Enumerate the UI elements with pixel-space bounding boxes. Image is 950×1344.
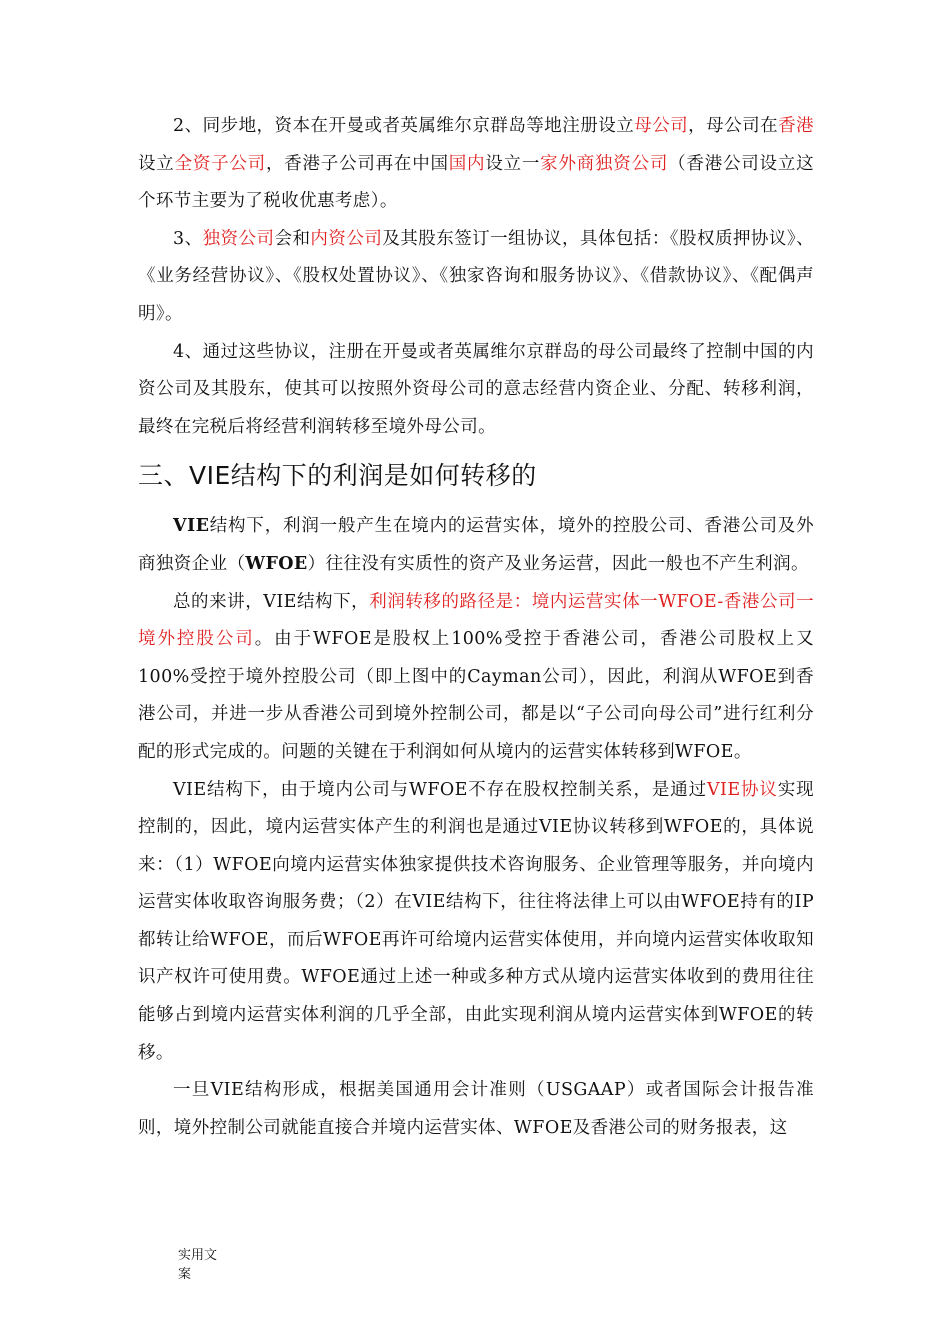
paragraph-vie-profit [138, 508, 814, 583]
text-run: 3、 [173, 228, 203, 249]
text-run: WFOE [245, 553, 308, 574]
text-run: 实现控制的，因此，境内运营实体产生的利润也是通过VIE协议转移到WFOE的，具体说来：（1）WFOE向境内运营实体独家提供技术咨询服务、企业管理等服务，并向境内运营实体收取咨询服务费；（2）在VIE结构下，往往将法律上可以由WFOE持有的IP都转让给WFOE，而后WFOE再许可给境内运营实体使用，并向境内运营实体收取知识产权许可使用费。WFOE通过上述一种或多种方式从境内运营实体收到的费用往往能够占到境内运营实体利润的几乎全部，由此实现利润从境内运营实体到WFOE的转移。 [138, 779, 814, 1063]
document-body [138, 108, 814, 1147]
highlight-domestic: 国内 [448, 153, 486, 174]
footer-line: 案 [178, 1267, 192, 1282]
text-run: ，母公司在 [688, 116, 779, 136]
text-run: 及其股东签订一组协议，具体包括：《股权质押协议》、《业务经营协议》、《股权处置协议》、《独家咨询和服务协议》、《借款协议》、《配偶声明》。 [138, 228, 814, 324]
text-run: 总的来讲，VIE结构下， [173, 591, 370, 612]
highlight-wfoe: 家外商独资公司 [540, 153, 669, 174]
text-run: 会和 [274, 228, 311, 249]
paragraph-transfer-path [138, 584, 814, 772]
highlight-hong-kong: 香港 [778, 116, 814, 136]
text-run: VIE结构下，由于境内公司与WFOE不存在股权控制关系，是通过 [173, 779, 707, 800]
section-heading: 三、VIE结构下的利润是如何转移的 [138, 461, 537, 491]
paragraph-consolidation: 一旦VIE结构形成，根据美国通用会计准则（USGAAP）或者国际会计报告准则，境外控制公司就能直接合并境内运营实体、WFOE及香港公司的财务报表，这 [138, 1080, 814, 1138]
highlight-domestic-company: 内资公司 [310, 228, 383, 249]
footer-line: 实用文 [178, 1248, 218, 1263]
text-run: ）往往没有实质性的资产及业务运营，因此一般也不产生利润。 [307, 553, 809, 574]
text-run: 设立 [138, 153, 175, 174]
page-footer [178, 1246, 228, 1284]
paragraph-4: 4、通过这些协议，注册在开曼或者英属维尔京群岛的母公司最终了控制中国的内资公司及其股东，使其可以按照外资母公司的意志经营内资企业、分配、转移利润，最终在完税后将经营利润转移至境外母公司。 [138, 341, 814, 437]
highlight-vie-agreement: VIE协议 [707, 779, 778, 800]
text-run: （香港公司设立这个环节主要为了税收优惠考虑）。 [138, 153, 814, 212]
paragraph-vie-agreement [138, 772, 814, 1073]
text-run: 结构下，利润一般产生在境内的运营实体，境外的控股公司、香港公司及外商独资企业（ [138, 516, 814, 574]
text-run: ，香港子公司再在中国 [265, 153, 449, 174]
text-run: 2、同步地，资本在开曼或者英属维尔京群岛等地注册设立 [173, 116, 635, 136]
text-run: 设立一 [485, 153, 541, 174]
highlight-wholly-owned: 独资公司 [202, 228, 275, 249]
highlight-parent-company: 母公司 [634, 116, 689, 136]
paragraph-2 [138, 108, 814, 221]
text-run: VIE [173, 516, 210, 537]
paragraph-3 [138, 221, 814, 334]
highlight-subsidiary: 全资子公司 [174, 153, 266, 174]
highlight-transfer-path: 利润转移的路径是：境内运营实体一WFOE-香港公司一境外控股公司 [138, 591, 814, 650]
text-run: 。由于WFOE是股权上100%受控于香港公司，香港公司股权上又100%受控于境外控股公司（即上图中的Cayman公司），因此，利润从WFOE到香港公司，并进一步从香港公司到境外控制公司，都是以“子公司向母公司”进行红利分配的形式完成的。问题的关键在于利润如何从境内的运营实体转移到WFOE。 [138, 629, 814, 762]
